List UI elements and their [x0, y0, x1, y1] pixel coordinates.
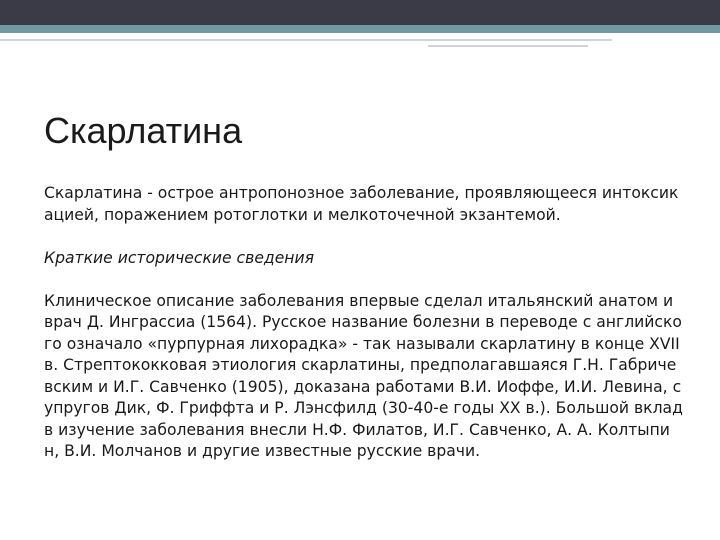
- definition-paragraph: Скарлатина - острое антропонозное заболевание, проявляющееся интоксикацией, поражением ротоглотки и мелкоточечной экзантемой.: [44, 184, 679, 224]
- header-accent-bar: [0, 25, 720, 33]
- slide-body: [44, 183, 684, 463]
- decorative-line-short: [428, 45, 588, 47]
- history-paragraph: Клиническое описание заболевания впервые сделал итальянский анатом и врач Д. Инграссиа (1564). Русское название болезни в переводе с английского означало «пурпурная лихорадка» - так называли скарлатину в конце XVII в. Стрептококковая этиология скарлатины, предполагавшаяся Г.Н. Габричевским и И.Г. Савченко (1905), доказана работами В.И. Иоффе, И.И. Левина, супругов Дик, Ф. Гриффта и Р. Лэнсфилд (30-40-е годы XX в.). Большой вклад в изучение заболевания внесли Н.Ф. Филатов, И.Г. Савченко, А. А. Колтыпин, В.И. Молчанов и другие известные русские врачи.: [44, 291, 683, 460]
- history-heading: Краткие исторические сведения: [44, 248, 315, 267]
- header-bar: [0, 0, 720, 25]
- slide-title: Скарлатина: [44, 110, 243, 151]
- decorative-line: [0, 39, 612, 41]
